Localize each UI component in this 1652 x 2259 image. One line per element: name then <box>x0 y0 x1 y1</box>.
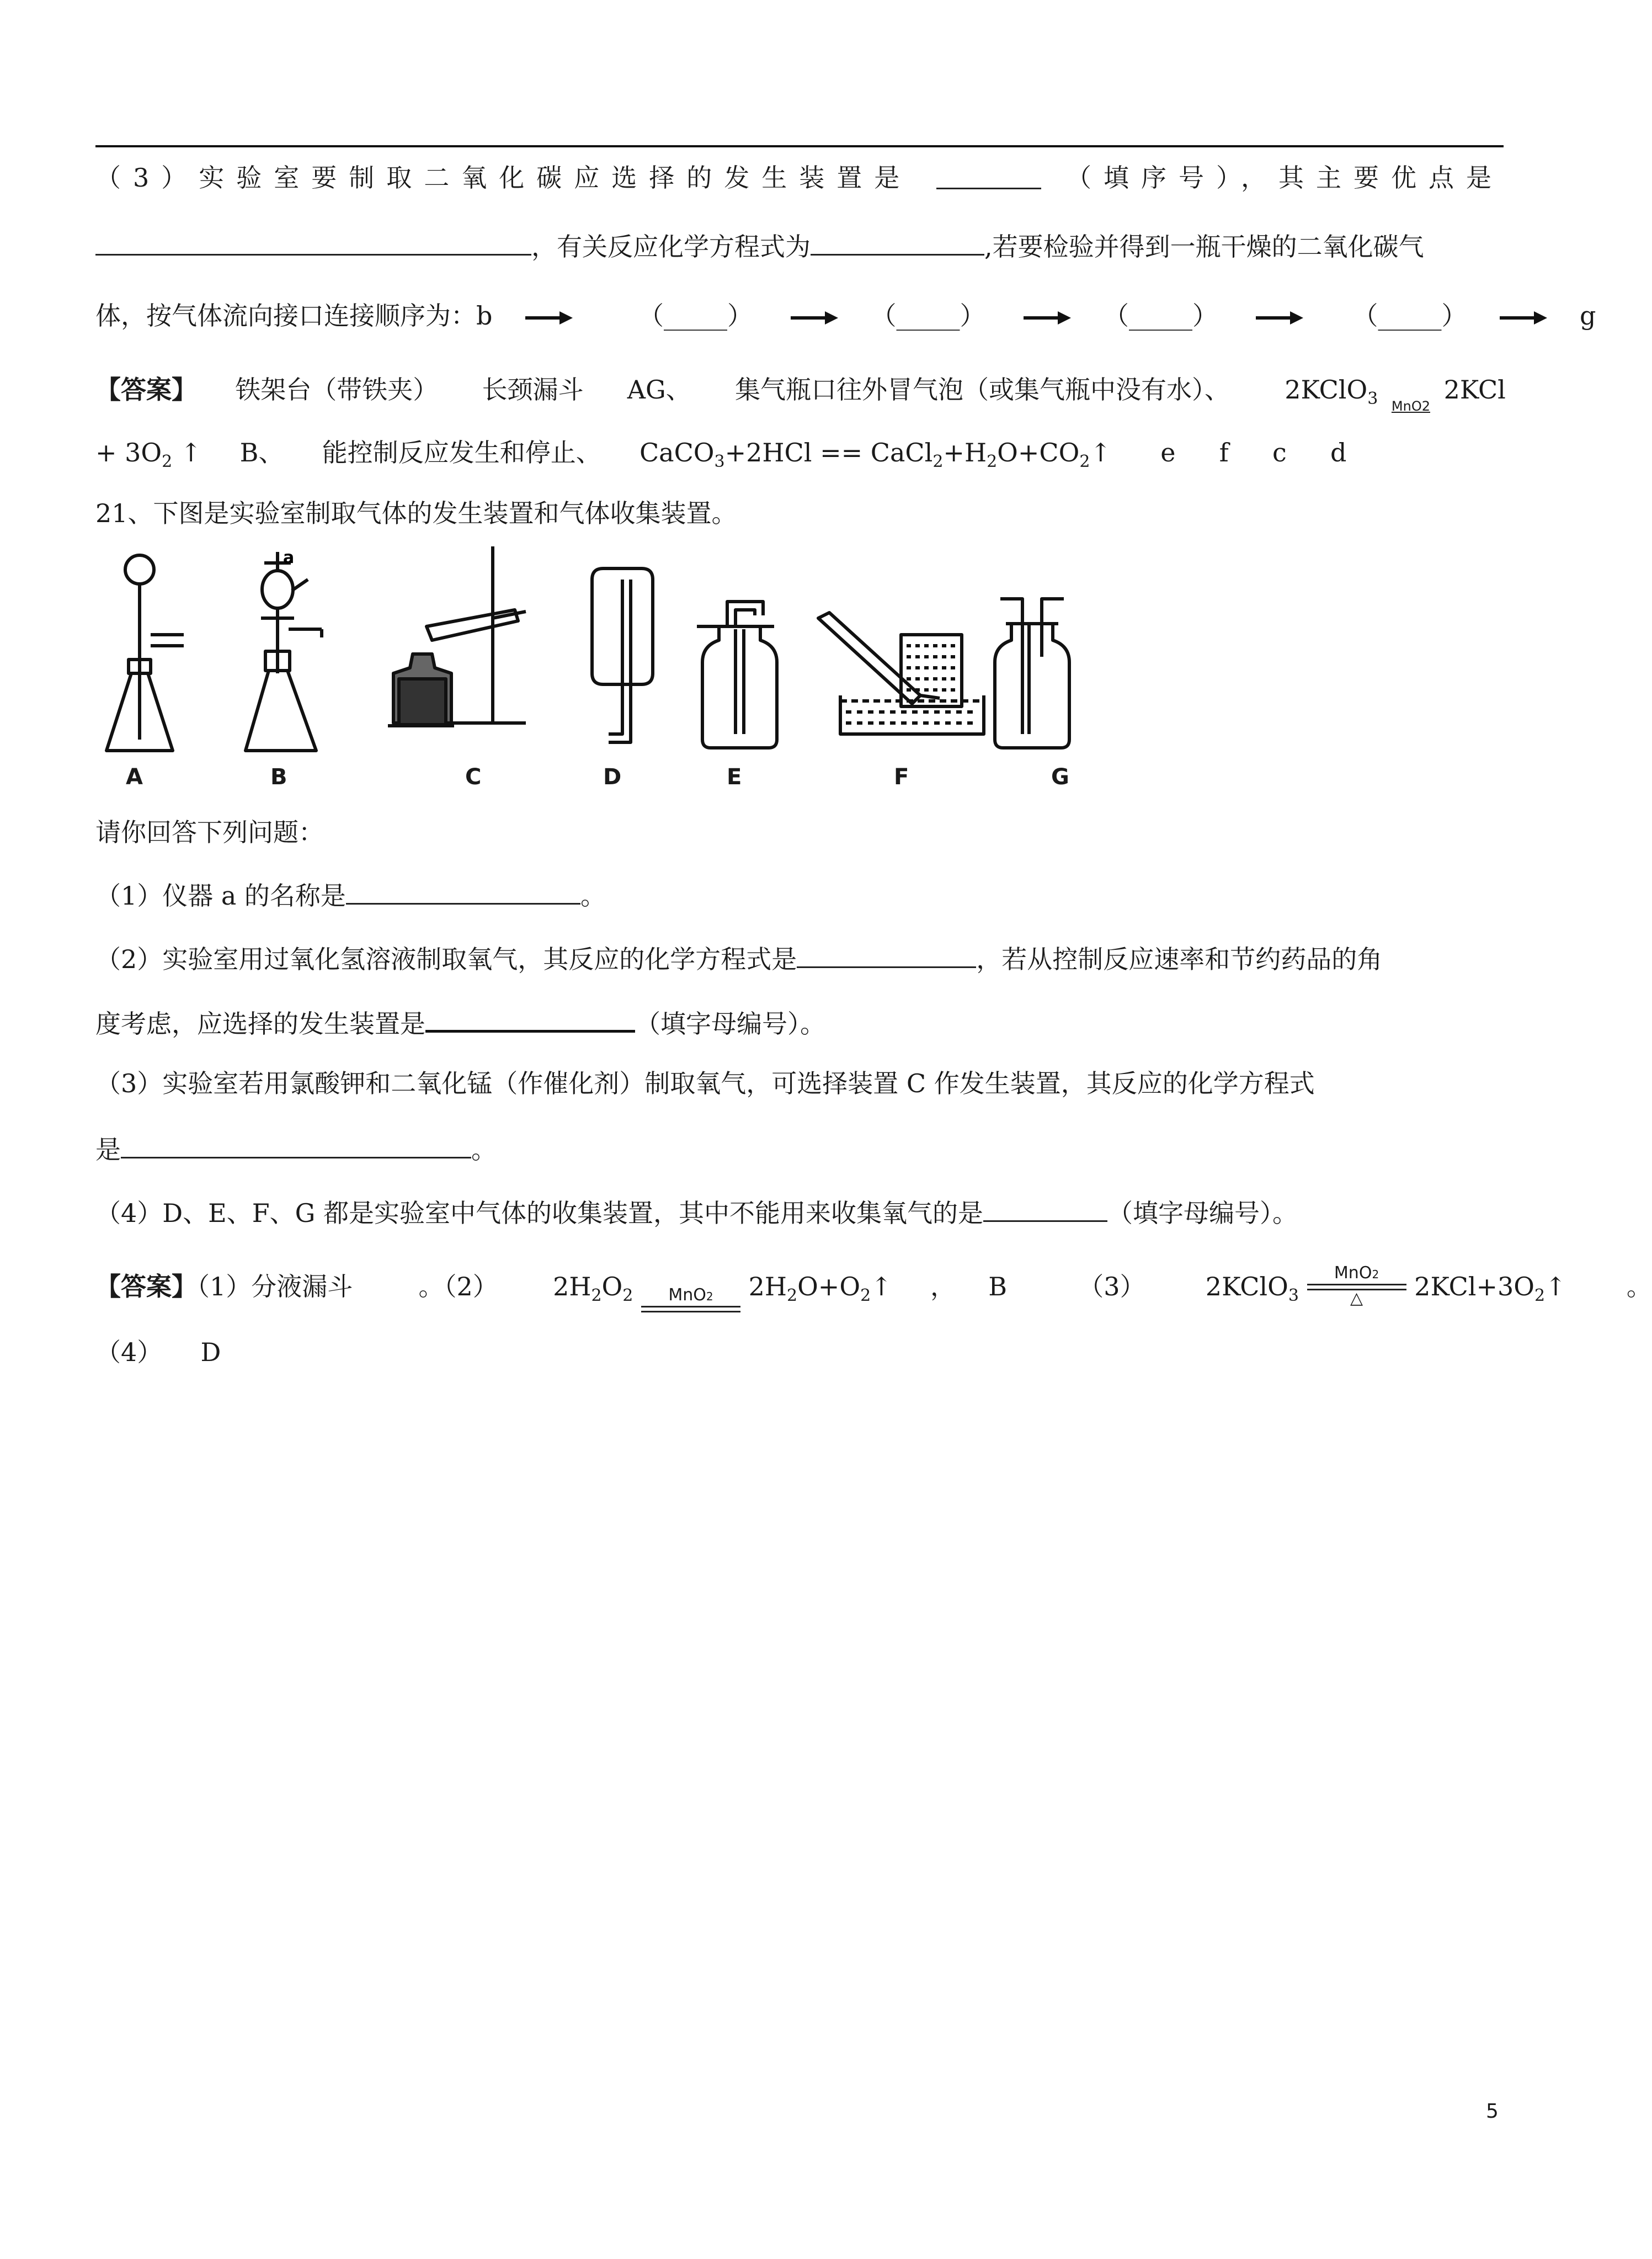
answer-21-p3: （3） <box>1078 1272 1145 1301</box>
answer-21-eq-left-2: O <box>601 1272 623 1301</box>
q21-p4-text-2: （填字母编号）。 <box>1107 1198 1298 1228</box>
answer-21-line-1 <box>95 1263 1652 1312</box>
answer-21-p4-answer: D <box>200 1337 221 1367</box>
answer-21-eq-left: 2H <box>553 1272 591 1301</box>
answer-20-a1: 铁架台（带铁夹） <box>235 375 439 405</box>
answer-20-a3: AG、 <box>627 375 691 405</box>
up-arrow-icon: ↑ <box>1090 438 1111 467</box>
up-arrow-icon: ↑ <box>180 438 202 467</box>
figure-label-d: D <box>603 764 622 790</box>
answer-21-eq-right-2: O+O <box>797 1272 861 1301</box>
answer-20-eq2: CaCO <box>639 438 715 467</box>
q21-p2-blank-device[interactable] <box>425 1003 635 1033</box>
subscript: 3 <box>1367 389 1378 408</box>
q3-blank-equation[interactable] <box>811 227 984 256</box>
subscript: 3 <box>1288 1286 1299 1305</box>
apparatus-figure <box>95 546 1127 795</box>
q3-blank-advantage[interactable] <box>95 227 531 256</box>
subscript: 2 <box>591 1286 602 1305</box>
apparatus-f <box>818 613 984 734</box>
q21-p3-end: 。 <box>471 1135 497 1165</box>
page-number: 5 <box>1486 2100 1499 2123</box>
subscript: 2 <box>706 1290 713 1303</box>
subscript: 2 <box>787 1286 798 1305</box>
q21-part-3-line-1 <box>95 1067 1504 1100</box>
q3-end-port: g <box>1579 301 1596 331</box>
q3-port-3[interactable]: （_____） <box>1103 301 1218 331</box>
answer-21-eq-right: 2H <box>748 1272 787 1301</box>
answer-20-eq2-d: O+CO <box>997 438 1080 467</box>
answer-tag: 【答案】 <box>95 375 197 405</box>
arrow-icon <box>791 311 838 325</box>
q21-p2-text: （2）实验室用过氧化氢溶液制取氧气，其反应的化学方程式是 <box>95 944 797 974</box>
q21-p4-text: （4）D、E、F、G 都是实验室中气体的收集装置，其中不能用来收集氧气的是 <box>95 1198 984 1228</box>
figure-label-b: B <box>270 764 287 790</box>
subscript: 2 <box>860 1286 871 1305</box>
q21-part-1 <box>95 876 1504 912</box>
answer-20-line-1 <box>95 373 1504 416</box>
figure-label-a: A <box>126 764 143 790</box>
reaction-condition-heat <box>1307 1264 1406 1307</box>
answer-20-seq-item: d <box>1330 438 1347 467</box>
q3-port-2[interactable]: （_____） <box>871 301 985 331</box>
answer-21-eq3-right: 2KCl+3O <box>1414 1272 1534 1301</box>
reaction-condition <box>641 1286 740 1312</box>
answer-21-device: B <box>988 1272 1008 1301</box>
q3-line-2 <box>95 227 1504 263</box>
answer-20-line-2 <box>95 436 1504 479</box>
q21-part-3-line-2 <box>95 1130 1504 1166</box>
subscript: 2 <box>622 1286 633 1305</box>
answer-21-comma: ， <box>930 1272 956 1301</box>
q3-text-2: （填序号），其主要优点是 <box>1066 163 1504 193</box>
equals-bar <box>641 1306 740 1312</box>
answer-20-a4: 集气瓶口往外冒气泡（或集气瓶中没有水）、 <box>734 375 1230 405</box>
arrow-icon <box>525 311 573 325</box>
q21-part-2-line-2 <box>95 1003 1504 1040</box>
subscript: 2 <box>932 452 944 471</box>
figure-label-g: G <box>1051 764 1069 790</box>
q21-p3-text: （3）实验室若用氯酸钾和二氧化锰（作催化剂）制取氧气，可选择装置 C 作发生装置，其反应的化学方程式 <box>95 1069 1315 1098</box>
apparatus-b <box>246 552 322 751</box>
arrow-icon <box>1500 311 1547 325</box>
apparatus-d <box>592 568 653 742</box>
up-arrow-icon: ↑ <box>1545 1272 1566 1301</box>
catalyst-label <box>1307 1264 1406 1284</box>
q21-p1-text: （1）仪器 a 的名称是 <box>95 881 346 911</box>
q3-text-3: ，有关反应化学方程式为 <box>531 232 811 262</box>
subscript: 2 <box>1534 1286 1546 1305</box>
up-arrow-icon: ↑ <box>871 1272 892 1301</box>
q21-p3-blank[interactable] <box>121 1130 471 1158</box>
answer-20-eq2-b: +2HCl == CaCl <box>724 438 933 467</box>
q21-p1-blank[interactable] <box>346 876 580 905</box>
figure-label-c: C <box>465 764 482 790</box>
answer-20-a2: 长颈漏斗 <box>482 375 584 405</box>
header-rule <box>95 145 1504 147</box>
answer-21-eq3-left: 2KClO <box>1205 1272 1288 1301</box>
answer-21-p4: （4） <box>95 1337 163 1367</box>
answer-20-seq-item: f <box>1219 438 1229 467</box>
q21-p2-text-2: ，若从控制反应速率和节约药品的角 <box>976 944 1383 974</box>
q3-text-4: ,若要检验并得到一瓶干燥的二氧化碳气 <box>984 232 1424 262</box>
answer-20-eq1-left: 2KClO <box>1285 375 1368 405</box>
subscript: 3 <box>714 452 725 471</box>
q21-title: 21、下图是实验室制取气体的发生装置和气体收集装置。 <box>95 498 737 528</box>
answer-20-eq2-c: +H <box>943 438 987 467</box>
q3-port-1[interactable]: （_____） <box>638 301 753 331</box>
q21-part-2-line-1 <box>95 940 1504 976</box>
apparatus-e <box>697 602 777 748</box>
arrow-icon <box>1256 311 1303 325</box>
answer-20-eq1-cont: + 3O <box>95 438 162 467</box>
answer-20-eq1-right: 2KCl <box>1443 375 1506 405</box>
answer-20-advantage: 能控制反应发生和停止、 <box>322 438 601 467</box>
q21-prompt: 请你回答下列问题： <box>95 817 324 847</box>
q3-line-1 <box>95 161 1504 194</box>
heat-triangle-icon: △ <box>1350 1289 1363 1308</box>
subscript: 2 <box>987 452 998 471</box>
answer-21-a1: （1）分液漏斗 <box>197 1272 353 1301</box>
q21-p1-end: 。 <box>580 881 606 911</box>
answer-21-end: 。 <box>1626 1272 1652 1301</box>
answer-21-line-2 <box>95 1336 1504 1369</box>
arrow-icon <box>1024 311 1071 325</box>
answer-20-seq-item: c <box>1272 438 1287 467</box>
apparatus-c <box>388 546 526 726</box>
subscript: 2 <box>162 452 173 471</box>
catalyst-label <box>641 1286 740 1306</box>
subscript: 2 <box>1079 452 1090 471</box>
apparatus-g <box>995 599 1069 748</box>
q21-part-4 <box>95 1194 1504 1230</box>
q21-p2-text-3: 度考虑，应选择的发生装置是 <box>95 1009 425 1039</box>
reaction-condition <box>1386 397 1436 416</box>
figure-label-e: E <box>727 764 742 790</box>
q3-port-4[interactable]: （_____） <box>1352 301 1467 331</box>
answer-tag: 【答案】 <box>95 1272 197 1301</box>
q3-blank-device[interactable] <box>936 161 1041 189</box>
mark-a-label: a <box>283 548 295 567</box>
q21-p3-text-2: 是 <box>95 1135 121 1165</box>
q21-p2-text-4: （填字母编号）。 <box>635 1009 825 1039</box>
answer-20-seq-item: e <box>1160 438 1176 467</box>
q3-line-3 <box>95 299 1596 332</box>
catalyst-text: MnO <box>1334 1263 1372 1283</box>
figure-label-f: F <box>894 764 909 790</box>
catalyst-text: MnO <box>668 1285 706 1305</box>
q3-text-5: 体，按气体流向接口连接顺序为：b <box>95 301 493 331</box>
q3-label: （3）实验室要制取二氧化碳应选择的发生装置是 <box>95 163 912 193</box>
catalyst-label: MnO2 <box>1391 398 1430 414</box>
answer-20-device: B、 <box>239 438 284 467</box>
answer-21-a1-end: 。（2） <box>418 1272 498 1301</box>
subscript: 2 <box>1372 1268 1379 1281</box>
q21-p4-blank[interactable] <box>983 1194 1107 1222</box>
apparatus-a <box>106 555 184 751</box>
q21-p2-blank-equation[interactable] <box>797 940 976 968</box>
